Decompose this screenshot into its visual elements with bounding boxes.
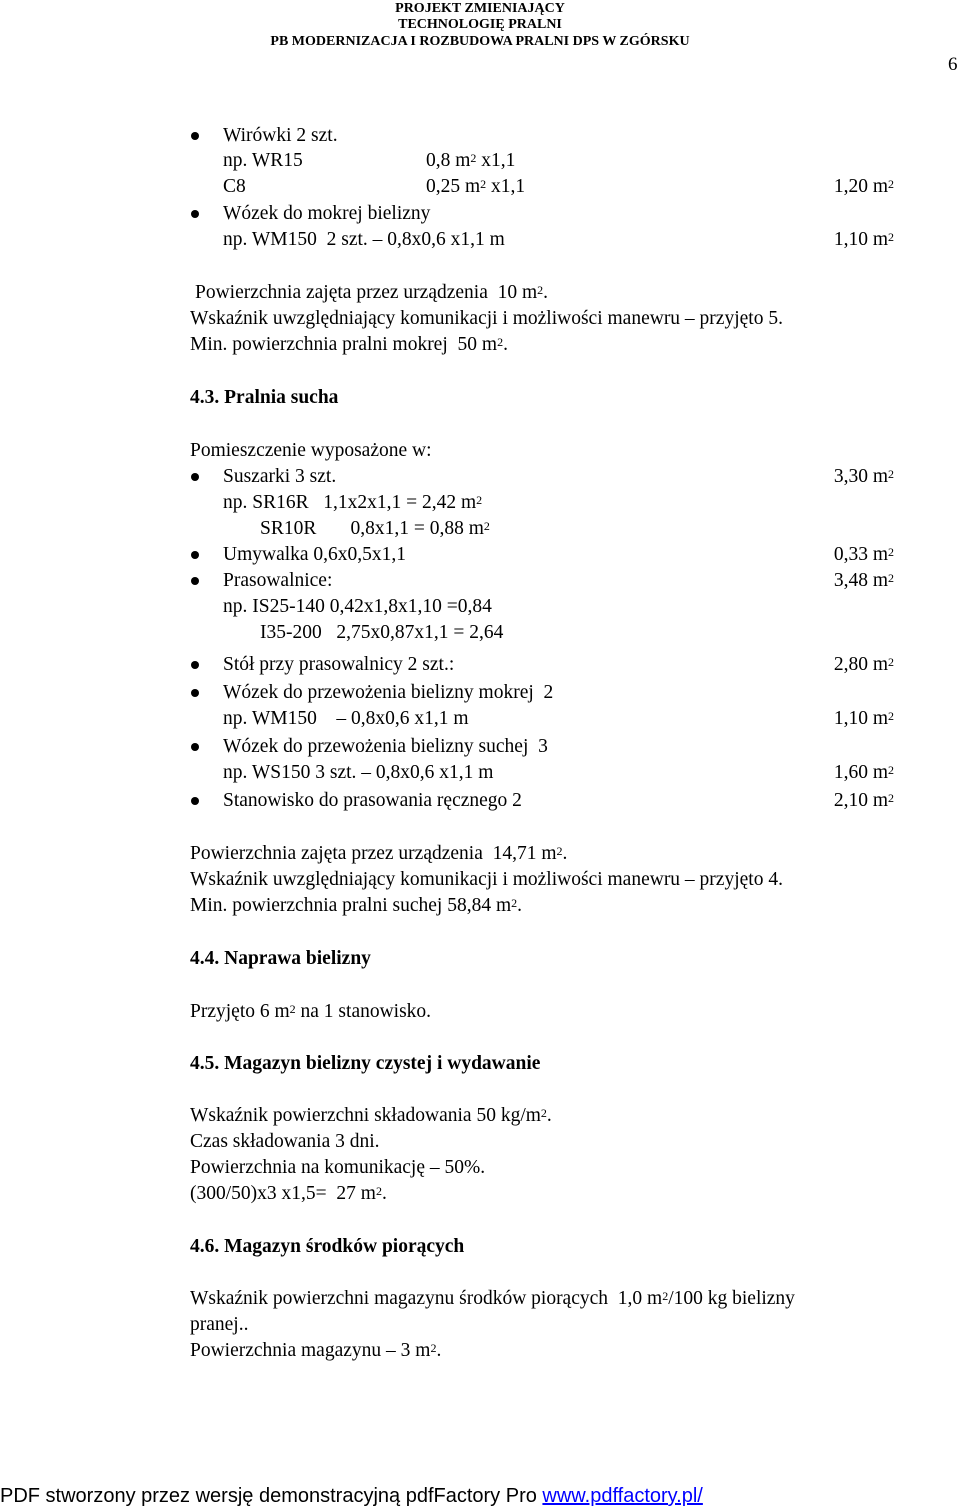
sr16r-detail: np. SR16R 1,1x2x1,1 = 2,42 $m^2$ <box>223 492 483 513</box>
section-45-line1: Wskaźnik powierzchni składowania 50 $kg/m^2$. <box>190 1105 552 1126</box>
mokra-summary-line1: Powierzchnia zajęta przez urządzenia 10 $m^2$. <box>195 282 549 303</box>
wozek-mokrej-label: Wózek do przewożenia bielizny mokrej 2 <box>223 682 554 703</box>
ws150-area: 1,60 $m^2$ <box>833 762 894 783</box>
wirowki-row2-model: C8 <box>223 176 246 197</box>
bullet-icon <box>191 210 199 218</box>
wirowki-title: Wirówki 2 szt. <box>223 125 338 146</box>
section-46-heading: 4.6. Magazyn środków piorących <box>190 1236 465 1257</box>
suszarki-label: Suszarki 3 szt. <box>223 466 337 487</box>
section-45-line2: Czas składowania 3 dni. <box>190 1131 380 1152</box>
wirowki-area: 1,20 $m^2$ <box>833 176 894 197</box>
wm150-detail: np. WM150 – 0,8x0,6 x1,1 m <box>223 708 469 729</box>
section-44-text: Przyjęto 6 $m^2$ na 1 stanowisko. <box>190 1001 432 1022</box>
suszarki-area: 3,30 $m^2$ <box>833 466 894 487</box>
footer-text: PDF stworzony przez wersję demonstracyjną pdfFactory Pro <box>0 1485 543 1507</box>
stol-area: 2,80 $m^2$ <box>833 654 894 675</box>
umywalka-label: Umywalka 0,6x0,5x1,1 <box>223 544 407 565</box>
page-number: 6 <box>948 54 958 75</box>
sr10r-detail: SR10R 0,8x1,1 = 0,88 $m^2$ <box>260 518 490 539</box>
sucha-summary-line3: Min. powierzchnia pralni suchej 58,84 $m^2$. <box>190 895 523 916</box>
i35-detail: I35-200 2,75x0,87x1,1 = 2,64 <box>260 622 504 643</box>
bullet-icon <box>191 661 199 669</box>
section-46-line1: Wskaźnik powierzchni magazynu środków piorących 1,0 $m^2/100$ kg bielizny <box>190 1288 795 1309</box>
ws150-detail: np. WS150 3 szt. – 0,8x0,6 x1,1 m <box>223 762 494 783</box>
section-46-line3: Powierzchnia magazynu – 3 $m^2$. <box>190 1340 442 1361</box>
bullet-icon <box>191 689 199 697</box>
mokra-summary-line2: Wskaźnik uwzględniający komunikacji i możliwości manewru – przyjęto 5. <box>190 308 783 329</box>
pdf-footer <box>0 1484 703 1508</box>
section-44-heading: 4.4. Naprawa bielizny <box>190 948 371 969</box>
bullet-icon <box>191 743 199 751</box>
pdffactory-link[interactable]: www.pdffactory.pl/ <box>542 1485 703 1507</box>
mokra-summary-line3: Min. powierzchnia pralni mokrej 50 $m^2$. <box>190 334 508 355</box>
wirowki-row1-dims: 0,8 $m^2$ x1,1 <box>426 150 516 171</box>
header-line-2: TECHNOLOGIĘ PRALNI <box>398 17 562 32</box>
is25-detail: np. IS25-140 0,42x1,8x1,10 =0,84 <box>223 596 492 617</box>
section-45-line3: Powierzchnia na komunikację – 50%. <box>190 1157 486 1178</box>
umywalka-area: 0,33 $m^2$ <box>833 544 894 565</box>
prasowalnice-label: Prasowalnice: <box>223 570 333 591</box>
section-45-heading: 4.5. Magazyn bielizny czystej i wydawanie <box>190 1053 541 1074</box>
section-43-heading: 4.3. Pralnia sucha <box>190 387 339 408</box>
wirowki-row1-model: np. WR15 <box>223 150 303 171</box>
stol-label: Stół przy prasowalnicy 2 szt.: <box>223 654 455 675</box>
header-line-3: PB MODERNIZACJA I ROZBUDOWA PRALNI DPS W ZGÓRSKU <box>270 34 690 49</box>
bullet-icon <box>191 551 199 559</box>
wozek-mokry-area: 1,10 $m^2$ <box>833 229 894 250</box>
sucha-summary-line2: Wskaźnik uwzględniający komunikacji i możliwości manewru – przyjęto 4. <box>190 869 783 890</box>
wozek-mokry-title: Wózek do mokrej bielizny <box>223 203 431 224</box>
section-46-line2: pranej.. <box>190 1314 249 1335</box>
header-line-1: PROJEKT ZMIENIAJĄCY <box>395 1 565 16</box>
prasowalnice-area: 3,48 $m^2$ <box>833 570 894 591</box>
wozek-suchej-label: Wózek do przewożenia bielizny suchej 3 <box>223 736 548 757</box>
bullet-icon <box>191 577 199 585</box>
wirowki-row2-dims: 0,25 $m^2$ x1,1 <box>426 176 526 197</box>
stanowisko-label: Stanowisko do prasowania ręcznego 2 <box>223 790 522 811</box>
bullet-icon <box>191 473 199 481</box>
sucha-summary-line1: Powierzchnia zajęta przez urządzenia 14,71 $m^2$. <box>190 843 568 864</box>
wm150-area: 1,10 $m^2$ <box>833 708 894 729</box>
bullet-icon <box>191 132 199 140</box>
bullet-icon <box>191 797 199 805</box>
stanowisko-area: 2,10 $m^2$ <box>833 790 894 811</box>
sucha-intro: Pomieszczenie wyposażone w: <box>190 440 432 461</box>
section-45-line4: (300/50)x3 x1,5= 27 $m^2$. <box>190 1183 387 1204</box>
wozek-mokry-detail: np. WM150 2 szt. – 0,8x0,6 x1,1 m <box>223 229 505 250</box>
